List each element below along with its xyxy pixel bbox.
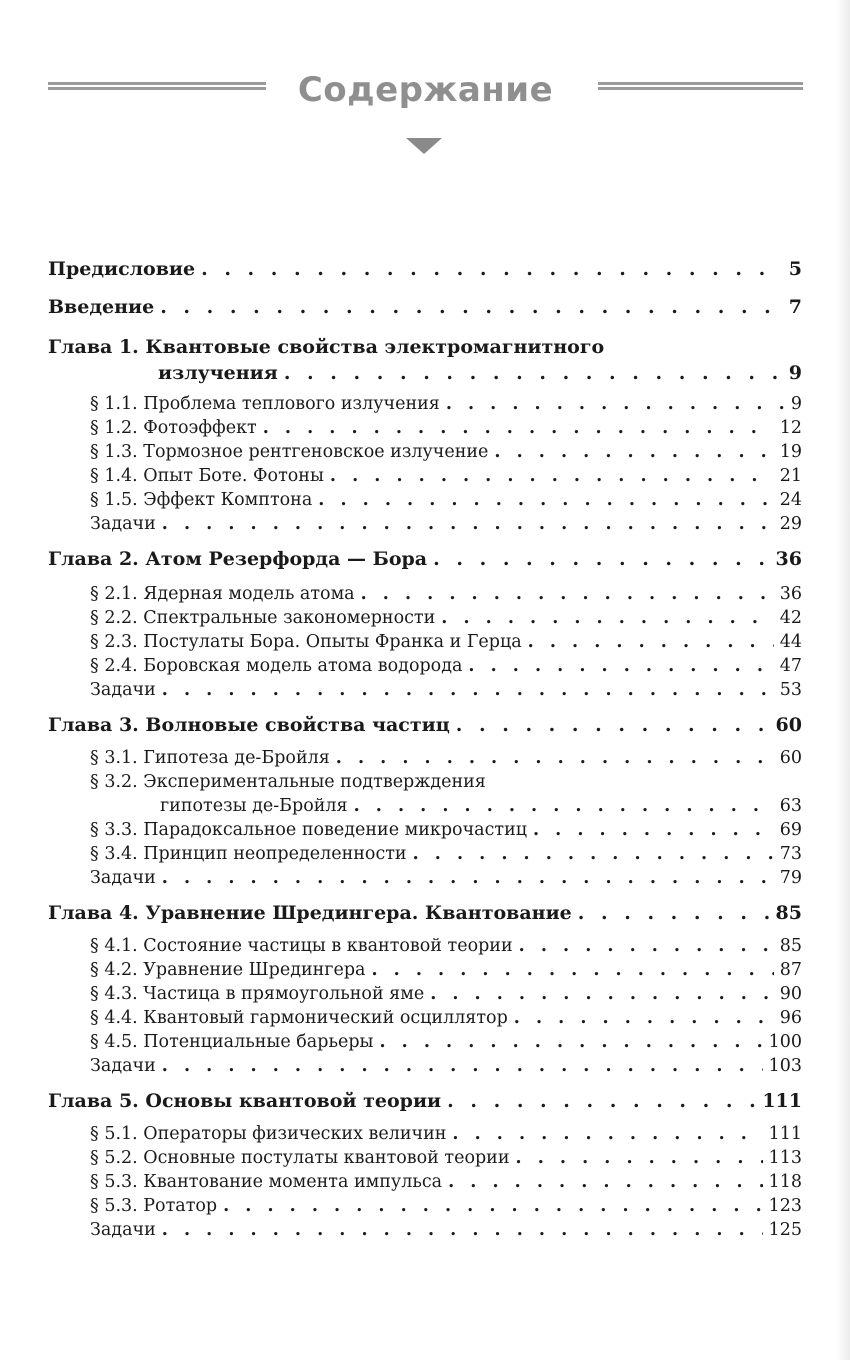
section-item bbox=[48, 1006, 802, 1030]
section-label: § 1.5. Эффект Комптона bbox=[90, 490, 313, 510]
leader-dots bbox=[162, 512, 774, 536]
chapter-page: 111 bbox=[762, 1090, 802, 1112]
leader-dots bbox=[162, 1054, 763, 1078]
section-page: 87 bbox=[779, 960, 802, 980]
page-edge-shadow bbox=[836, 0, 850, 1360]
chapter-title: Глава 4. Уравнение Шредингера. Квантование bbox=[48, 902, 572, 924]
section-page: 19 bbox=[779, 442, 802, 462]
leader-dots bbox=[528, 630, 774, 654]
leader-dots bbox=[162, 1218, 763, 1242]
section-item-tasks bbox=[48, 512, 802, 536]
section-label: § 1.1. Проблема теплового излучения bbox=[90, 394, 440, 414]
section-page: 24 bbox=[779, 490, 802, 510]
leader-dots bbox=[456, 712, 770, 738]
section-label: Задачи bbox=[90, 1056, 156, 1076]
section-item bbox=[48, 1194, 802, 1218]
chapter-page: 60 bbox=[775, 714, 802, 736]
leader-dots bbox=[533, 818, 774, 842]
chapter-title-end bbox=[48, 360, 802, 386]
leader-dots bbox=[336, 746, 774, 770]
leader-dots bbox=[441, 606, 773, 630]
section-page: 90 bbox=[779, 984, 802, 1004]
section-item bbox=[48, 934, 802, 958]
section-label: § 5.3. Квантование момента импульса bbox=[90, 1172, 443, 1192]
leader-dots bbox=[494, 440, 773, 464]
toc-entry-page: 7 bbox=[788, 296, 802, 318]
leader-dots bbox=[318, 488, 773, 512]
leader-dots bbox=[516, 1146, 763, 1170]
section-label: § 3.3. Парадоксальное поведение микрочастиц bbox=[90, 820, 527, 840]
chapter-title: Глава 3. Волновые свойства частиц bbox=[48, 714, 450, 736]
section-label: § 1.2. Фотоэффект bbox=[90, 418, 257, 438]
section-label: § 4.1. Состояние частицы в квантовой теории bbox=[90, 936, 513, 956]
leader-dots bbox=[447, 1088, 756, 1114]
section-label: § 1.3. Тормозное рентгеновское излучение bbox=[90, 442, 489, 462]
section-label: Задачи bbox=[90, 1220, 156, 1240]
leader-dots bbox=[201, 256, 783, 282]
section-item bbox=[48, 958, 802, 982]
leader-dots bbox=[519, 934, 774, 958]
section-page: 12 bbox=[779, 418, 802, 438]
leader-dots bbox=[223, 1194, 762, 1218]
section-item-tasks bbox=[48, 678, 802, 702]
section-label: § 2.3. Постулаты Бора. Опыты Франка и Герца bbox=[90, 632, 522, 652]
section-page: 125 bbox=[768, 1220, 802, 1240]
section-item bbox=[48, 606, 802, 630]
section-page: 100 bbox=[768, 1032, 802, 1052]
leader-dots bbox=[330, 464, 774, 488]
section-label: § 3.2. Экспериментальные подтверждения bbox=[90, 772, 486, 792]
section-item bbox=[48, 654, 802, 678]
leader-dots bbox=[284, 360, 783, 386]
leader-dots bbox=[433, 546, 769, 572]
table-of-contents bbox=[48, 256, 802, 1242]
section-page: 47 bbox=[779, 656, 802, 676]
section-page: 103 bbox=[768, 1056, 802, 1076]
section-item bbox=[48, 1122, 802, 1146]
leader-dots bbox=[162, 678, 774, 702]
section-item bbox=[48, 842, 802, 866]
section-page: 60 bbox=[779, 748, 802, 768]
chapter-page: 85 bbox=[775, 902, 802, 924]
section-page: 79 bbox=[779, 868, 802, 888]
section-item bbox=[48, 582, 802, 606]
toc-entry-label: Предисловие bbox=[48, 258, 196, 280]
leader-dots bbox=[379, 1030, 762, 1054]
leader-dots bbox=[354, 794, 774, 818]
leader-dots bbox=[160, 294, 783, 320]
chapter-title-cont: излучения bbox=[158, 362, 278, 384]
right-decorative-rule bbox=[598, 82, 803, 96]
section-label-cont: гипотезы де-Бройля bbox=[160, 796, 348, 816]
section-page: 85 bbox=[779, 936, 802, 956]
leader-dots bbox=[452, 1122, 762, 1146]
leader-dots bbox=[263, 416, 774, 440]
section-label: § 2.1. Ядерная модель атома bbox=[90, 584, 355, 604]
section-item bbox=[48, 392, 802, 416]
section-label: § 5.1. Операторы физических величин bbox=[90, 1124, 447, 1144]
chapter-3 bbox=[48, 712, 802, 738]
leader-dots bbox=[371, 958, 773, 982]
toc-entry-preface bbox=[48, 256, 802, 282]
leader-dots bbox=[162, 866, 774, 890]
section-page: 29 bbox=[779, 514, 802, 534]
down-triangle-icon bbox=[406, 138, 442, 154]
section-page: 21 bbox=[779, 466, 802, 486]
toc-entry-introduction bbox=[48, 294, 802, 320]
section-label: § 4.3. Частица в прямоугольной яме bbox=[90, 984, 425, 1004]
leader-dots bbox=[446, 392, 785, 416]
section-page: 44 bbox=[779, 632, 802, 652]
section-page: 53 bbox=[779, 680, 802, 700]
section-label: § 4.4. Квантовый гармонический осциллятор bbox=[90, 1008, 508, 1028]
toc-header bbox=[48, 68, 803, 116]
section-page: 118 bbox=[768, 1172, 802, 1192]
section-page: 113 bbox=[768, 1148, 802, 1168]
leader-dots bbox=[578, 900, 770, 926]
section-label-continuation bbox=[90, 794, 802, 818]
section-item-tasks bbox=[48, 1218, 802, 1242]
chapter-page: 36 bbox=[775, 548, 802, 570]
section-label: Задачи bbox=[90, 680, 156, 700]
chapter-4 bbox=[48, 900, 802, 926]
section-item-tasks bbox=[48, 1054, 802, 1078]
section-item bbox=[48, 464, 802, 488]
section-item bbox=[48, 1030, 802, 1054]
section-label: Задачи bbox=[90, 514, 156, 534]
leader-dots bbox=[430, 982, 774, 1006]
section-label: § 4.2. Уравнение Шредингера bbox=[90, 960, 366, 980]
section-label: Задачи bbox=[90, 868, 156, 888]
section-page: 69 bbox=[779, 820, 802, 840]
chapter-2 bbox=[48, 546, 802, 572]
section-label: § 3.1. Гипотеза де-Бройля bbox=[90, 748, 330, 768]
section-label: § 2.4. Боровская модель атома водорода bbox=[90, 656, 463, 676]
section-item-multiline bbox=[48, 770, 802, 818]
chapter-title: Глава 1. Квантовые свойства электромагнитного bbox=[48, 336, 605, 358]
section-page: 111 bbox=[768, 1124, 802, 1144]
section-label: § 5.3. Ротатор bbox=[90, 1196, 218, 1216]
chapter-title: Глава 2. Атом Резерфорда — Бора bbox=[48, 548, 428, 570]
section-page: 123 bbox=[768, 1196, 802, 1216]
section-page: 96 bbox=[779, 1008, 802, 1028]
leader-dots bbox=[413, 842, 774, 866]
page-title: Содержание bbox=[297, 70, 554, 110]
section-page: 9 bbox=[790, 394, 802, 414]
section-label: § 3.4. Принцип неопределенности bbox=[90, 844, 407, 864]
section-page: 42 bbox=[779, 608, 802, 628]
section-label: § 2.2. Спектральные закономерности bbox=[90, 608, 436, 628]
leader-dots bbox=[514, 1006, 774, 1030]
toc-entry-page: 5 bbox=[788, 258, 802, 280]
section-item bbox=[48, 488, 802, 512]
section-page: 73 bbox=[779, 844, 802, 864]
leader-dots bbox=[361, 582, 774, 606]
section-item-tasks bbox=[48, 866, 802, 890]
chapter-title: Глава 5. Основы квантовой теории bbox=[48, 1090, 442, 1112]
section-item bbox=[48, 1170, 802, 1194]
section-item bbox=[48, 1146, 802, 1170]
section-label: § 4.5. Потенциальные барьеры bbox=[90, 1032, 374, 1052]
section-item bbox=[48, 982, 802, 1006]
chapter-1 bbox=[48, 334, 802, 386]
chapter-page: 9 bbox=[788, 362, 802, 384]
section-page: 36 bbox=[779, 584, 802, 604]
section-item bbox=[48, 746, 802, 770]
section-label: § 5.2. Основные постулаты квантовой теории bbox=[90, 1148, 510, 1168]
section-label: § 1.4. Опыт Боте. Фотоны bbox=[90, 466, 324, 486]
leader-dots bbox=[468, 654, 773, 678]
section-item bbox=[48, 416, 802, 440]
toc-entry-label: Введение bbox=[48, 296, 155, 318]
section-item bbox=[48, 818, 802, 842]
leader-dots bbox=[448, 1170, 763, 1194]
section-item bbox=[48, 440, 802, 464]
section-item bbox=[48, 630, 802, 654]
section-page: 63 bbox=[779, 796, 802, 816]
chapter-5 bbox=[48, 1088, 802, 1114]
